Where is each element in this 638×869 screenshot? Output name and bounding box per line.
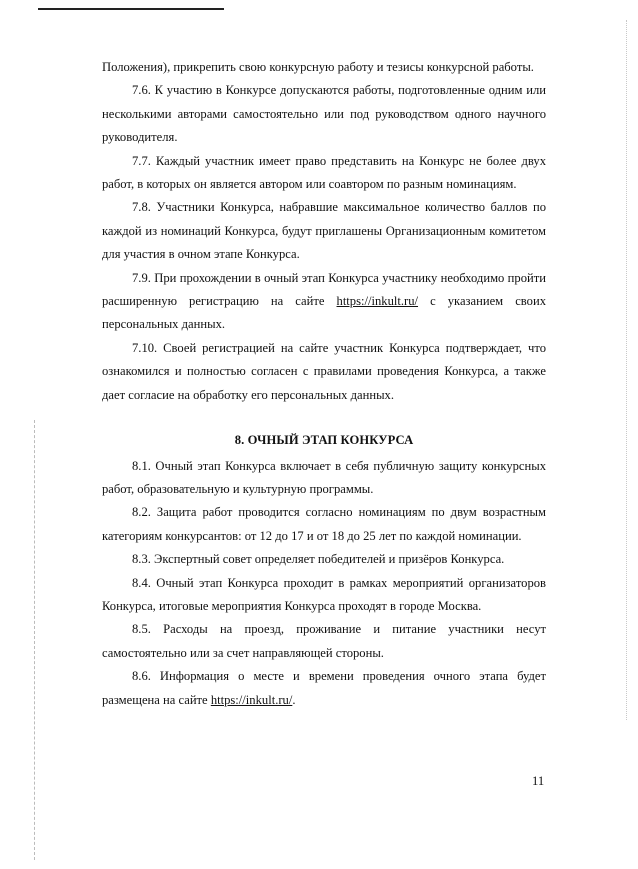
scan-edge-left [34, 420, 36, 860]
paragraph-7-8: 7.8. Участники Конкурса, набравшие максимальное количество баллов по каждой из номинаций Конкурса, будут приглашены Организационным комитетом для участия в очном этапе Конкурса. [102, 200, 546, 262]
paragraph-7-9-text-end: с указанием своих персональных данных. [102, 294, 546, 332]
page-number: 11 [532, 774, 545, 788]
site-link-8-6[interactable]: https://inkult.ru/ [210, 692, 293, 707]
paragraph-7-10: 7.10. Своей регистрацией на сайте участник Конкурса подтверждает, что ознакомился и полностью согласен с правилами проведения Конкурса, а также дает согласие на обработку его персональных данных. [102, 340, 546, 402]
paragraph-7-9 [102, 267, 546, 337]
paragraph-8-2: 8.2. Защита работ проводится согласно номинациям по двум возрастным категориям конкурсантов: от 12 до 17 и от 18 до 25 лет по каждой номинации. [102, 505, 546, 543]
paragraph-continuation: Положения), прикрепить свою конкурсную работу и тезисы конкурсной работы. [102, 60, 534, 74]
site-link-7-9[interactable]: https://inkult.ru/ [336, 294, 419, 309]
top-rule [38, 8, 224, 10]
paragraph-7-9-text-start: 7.9. При прохождении в очный этап Конкурса участнику необходимо пройти расширенную регистрацию на сайте [102, 270, 546, 309]
paragraph-8-4: 8.4. Очный этап Конкурса проходит в рамках мероприятий организаторов Конкурса, итоговые мероприятия Конкурса проходят в городе Москва. [102, 575, 546, 613]
paragraph-8-5: 8.5. Расходы на проезд, проживание и питание участники несут самостоятельно или за счет направляющей стороны. [102, 622, 546, 660]
paragraph-8-6-text-start: 8.6. Информация о месте и времени проведения очного этапа будет размещена на сайте [102, 669, 546, 707]
paragraph-8-6-text-end: . [292, 692, 296, 707]
paragraph-8-3: 8.3. Экспертный совет определяет победителей и призёров Конкурса. [132, 552, 505, 567]
paragraph-8-6 [102, 665, 546, 712]
scan-edge-right [626, 20, 628, 720]
paragraph-8-1: 8.1. Очный этап Конкурса включает в себя публичную защиту конкурсных работ, образовательную и культурную программы. [102, 458, 546, 496]
section-8-title: 8. ОЧНЫЙ ЭТАП КОНКУРСА [234, 433, 414, 448]
paragraph-7-7: 7.7. Каждый участник имеет право представить на Конкурс не более двух работ, в которых он является автором или соавтором по разным номинациям. [102, 153, 546, 192]
document-body [102, 56, 546, 712]
paragraph-7-6: 7.6. К участию в Конкурсе допускаются работы, подготовленные одним или несколькими авторами самостоятельно или под руководством одного научного руководителя. [102, 83, 546, 145]
